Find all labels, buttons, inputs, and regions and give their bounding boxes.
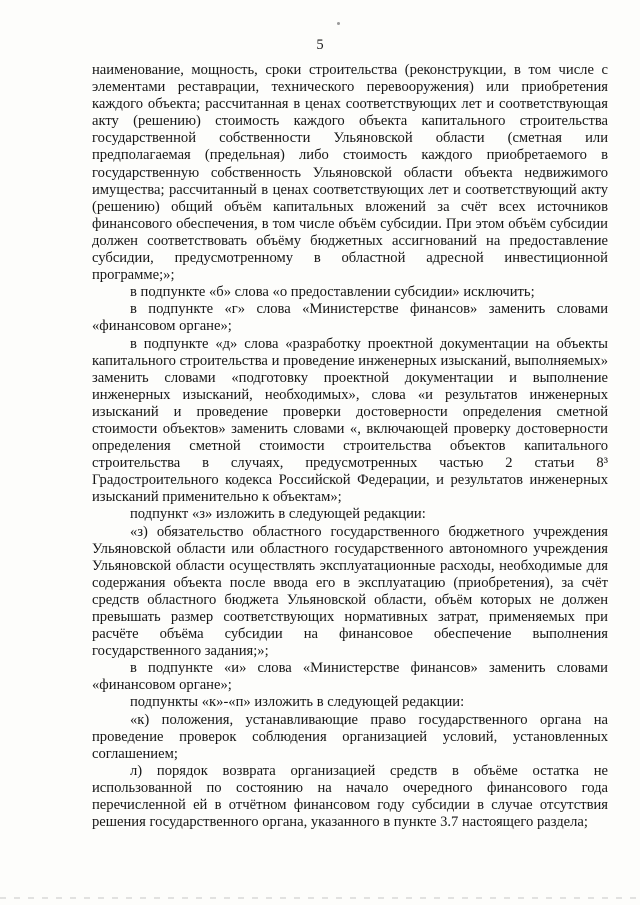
paragraph-6: «з) обязательство областного государственного бюджетного учреждения Ульяновской области или областного государственного автономного учреждения Ульяновской области осуществлять эксплуатационные расходы, необходимые для содержания объекта после ввода его в эксплуатацию (приобретения), за счёт средств областного бюджета Ульяновской области, объём которых не должен превышать размер соответствующих нормативных затрат, применяемых при расчёте объёма субсидии на финансовое обеспечение выполнения государственного задания;»;: [92, 523, 608, 660]
paragraph-5: подпункт «з» изложить в следующей редакции:: [130, 506, 426, 523]
paragraph-9: «к) положения, устанавливающие право государственного органа на проведение проверок соблюдения организацией условий, установленных соглашением;: [92, 711, 608, 762]
paragraph-7: в подпункте «и» слова «Министерстве финансов» заменить словами «финансовом органе»;: [92, 660, 608, 694]
document-body: [92, 62, 608, 831]
paragraph-4: в подпункте «д» слова «разработку проектной документации на объекты капитального строительства и проведение инженерных изысканий, выполняемых» заменить словами «подготовку проектной документации и выполнение инженерных изысканий, необходимых», слова «и результатов инженерных изысканий и проведение проверки достоверности определения сметной стоимости объектов» заменить словами «, включающей проверку достоверности определения сметной стоимости строительства объектов капитального строительства в случаях, предусмотренных частью 2 статьи 8³ Градостроительного кодекса Российской Федерации, и результатов инженерных изысканий применительно к объектам»;: [92, 335, 608, 506]
scan-speck: [337, 22, 340, 25]
paragraph-2: в подпункте «б» слова «о предоставлении субсидии» исключить;: [130, 284, 535, 301]
scan-edge-artifact: [0, 897, 640, 899]
paragraph-8: подпункты «к»-«п» изложить в следующей редакции:: [130, 694, 465, 711]
paragraph-10: л) порядок возврата организацией средств в объёме остатка не использованной по состоянию на начало очередного финансового года перечисленной ей в отчётном финансовом году субсидии в случае отсутствия решения государственного органа, указанного в пункте 3.7 настоящего раздела;: [92, 762, 608, 831]
paragraph-1: наименование, мощность, сроки строительства (реконструкции, в том числе с элементами реставрации, технического перевооружения) или приобретения каждого объекта; рассчитанная в ценах соответствующих лет и соответствующая акту (решению) стоимость каждого объекта капитального строительства государственной собственности Ульяновской области (сметная или предполагаемая (предельная) либо стоимость каждого приобретаемого в государственную собственность Ульяновской области объекта недвижимого имущества; рассчитанный в ценах соответствующих лет и соответствующий акту (решению) общий объём капитальных вложений за счёт всех источников финансового обеспечения, в том числе объём субсидии. При этом объём субсидии должен соответствовать объёму бюджетных ассигнований на предоставление субсидии, предусмотренному в областной адресной инвестиционной программе;»;: [92, 62, 608, 284]
page-number: 5: [316, 37, 324, 53]
paragraph-3: в подпункте «г» слова «Министерстве финансов» заменить словами «финансовом органе»;: [92, 301, 608, 335]
